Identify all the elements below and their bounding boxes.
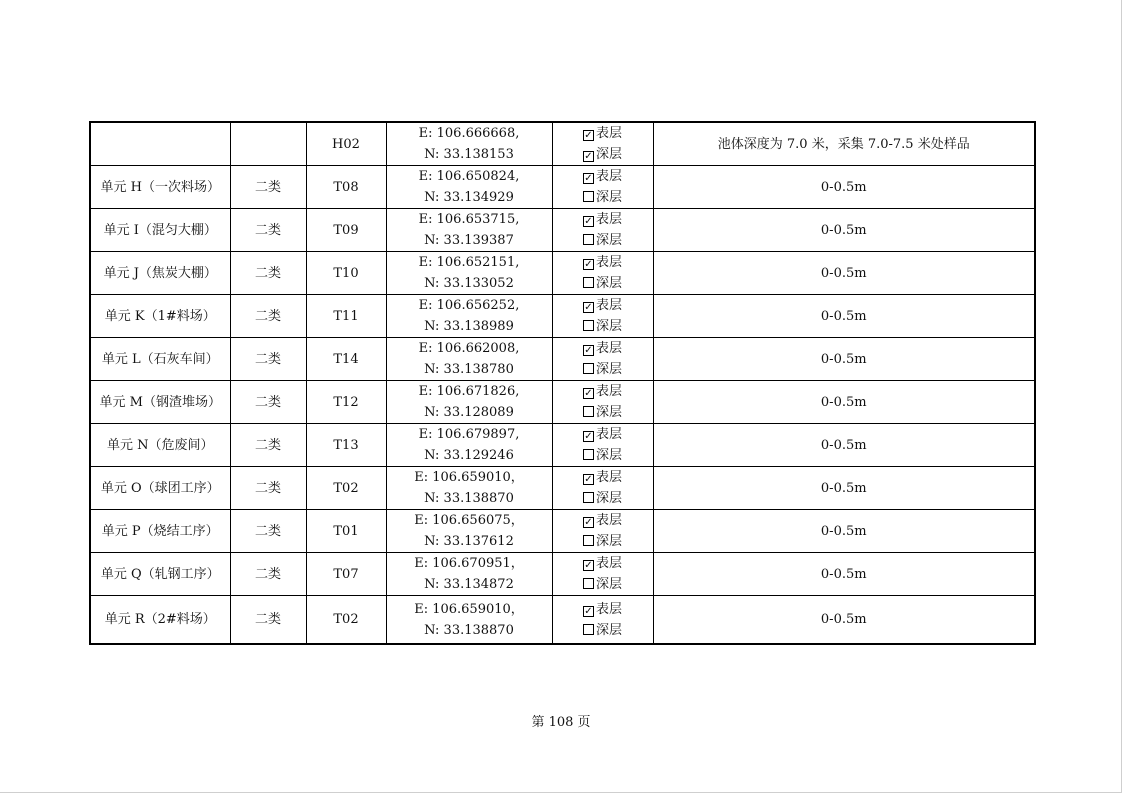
coordinate-cell [386,467,552,510]
layer-cell [552,295,653,338]
coordinate-cell [386,424,552,467]
deep-checkbox[interactable] [583,578,594,589]
table-row [90,209,1035,252]
coordinate-cell [386,166,552,209]
easting-value: E: 106.653715, [418,212,520,227]
class-cell: 二类 [230,510,306,553]
easting-value: E: 106.659010， [414,601,524,617]
surface-checkbox[interactable]: ✓ [584,173,593,184]
layer-cell [552,424,653,467]
northing-value: N: 33.138153 [424,147,514,162]
deep-label: 深层 [595,319,622,334]
surface-checkbox[interactable]: ✓ [584,345,593,356]
easting-value: E: 106.650824, [418,169,520,184]
class-cell: 二类 [230,596,306,645]
point-id-cell: H02 [306,122,386,166]
point-id-cell: T02 [306,467,386,510]
point-id-cell: T07 [306,553,386,596]
unit-cell: 单元 Q（轧钢工序） [90,553,230,596]
coordinate-cell [386,122,552,166]
class-cell: 二类 [230,295,306,338]
surface-label: 表层 [595,126,622,141]
northing-value: N: 33.137612 [424,534,514,549]
deep-label: 深层 [595,362,622,377]
point-id-cell: T14 [306,338,386,381]
table-body [90,122,1035,644]
unit-cell: 单元 P（烧结工序） [90,510,230,553]
table-row [90,510,1035,553]
surface-checkbox[interactable]: ✓ [584,259,593,270]
layer-cell [552,553,653,596]
coordinate-cell [386,338,552,381]
northing-value: N: 33.138780 [424,362,514,377]
deep-checkbox[interactable] [583,535,594,546]
class-cell: 二类 [230,381,306,424]
surface-label: 表层 [595,212,622,227]
layer-cell [552,122,653,166]
northing-value: N: 33.138989 [424,319,514,334]
table-row [90,252,1035,295]
deep-checkbox[interactable] [583,449,594,460]
coordinate-cell [386,596,552,645]
unit-cell: 单元 R（2#料场） [90,596,230,645]
deep-label: 深层 [595,276,622,291]
easting-value: E: 106.671826, [418,384,520,399]
point-id-cell: T12 [306,381,386,424]
deep-checkbox[interactable] [583,191,594,202]
depth-cell: 0-0.5m [653,553,1035,596]
deep-label: 深层 [595,577,622,592]
deep-label: 深层 [595,491,622,506]
northing-value: N: 33.134929 [424,190,514,205]
deep-checkbox[interactable] [583,406,594,417]
table-row [90,467,1035,510]
unit-cell: 单元 H（一次料场） [90,166,230,209]
point-id-cell: T01 [306,510,386,553]
coordinate-cell [386,209,552,252]
northing-value: N: 33.128089 [424,405,514,420]
northing-value: N: 33.133052 [424,276,514,291]
northing-value: N: 33.129246 [424,448,514,463]
class-cell: 二类 [230,553,306,596]
deep-checkbox[interactable] [583,320,594,331]
point-id-cell: T09 [306,209,386,252]
surface-checkbox[interactable]: ✓ [584,474,593,485]
table-row [90,122,1035,166]
unit-cell: 单元 O（球团工序） [90,467,230,510]
deep-label: 深层 [595,147,622,162]
class-cell: 二类 [230,209,306,252]
deep-label: 深层 [595,190,622,205]
surface-label: 表层 [595,513,622,528]
layer-cell [552,596,653,645]
easting-value: E: 106.666668, [418,126,520,141]
northing-value: N: 33.139387 [424,233,514,248]
surface-label: 表层 [595,298,622,313]
surface-label: 表层 [595,169,622,184]
depth-cell: 池体深度为 7.0 米，采集 7.0-7.5 米处样品 [653,122,1035,166]
class-cell: 二类 [230,424,306,467]
coordinate-cell [386,295,552,338]
depth-cell: 0-0.5m [653,424,1035,467]
surface-label: 表层 [595,384,622,399]
table-row [90,381,1035,424]
table-row [90,295,1035,338]
unit-cell: 单元 N（危废间） [90,424,230,467]
class-cell: 二类 [230,467,306,510]
table-row [90,424,1035,467]
depth-cell: 0-0.5m [653,252,1035,295]
surface-checkbox[interactable]: ✓ [584,517,593,528]
layer-cell [552,467,653,510]
unit-cell: 单元 I（混匀大棚） [90,209,230,252]
deep-label: 深层 [595,448,622,463]
surface-checkbox[interactable]: ✓ [584,302,593,313]
deep-label: 深层 [595,534,622,549]
deep-checkbox[interactable] [583,277,594,288]
table-row [90,553,1035,596]
point-id-cell: T08 [306,166,386,209]
class-cell: 二类 [230,338,306,381]
unit-cell: 单元 M（钢渣堆场） [90,381,230,424]
table-row [90,338,1035,381]
easting-value: E: 106.679897, [418,427,520,442]
unit-cell: 单元 L（石灰车间） [90,338,230,381]
surface-label: 表层 [595,556,622,571]
surface-label: 表层 [595,601,622,617]
table-row [90,166,1035,209]
depth-cell: 0-0.5m [653,166,1035,209]
easting-value: E: 106.652151, [418,255,520,270]
class-cell: 二类 [230,166,306,209]
deep-label: 深层 [595,405,622,420]
surface-checkbox[interactable]: ✓ [584,216,593,227]
surface-label: 表层 [595,427,622,442]
surface-checkbox[interactable]: ✓ [584,388,593,399]
surface-label: 表层 [595,470,622,485]
deep-checkbox[interactable] [583,234,594,245]
depth-cell: 0-0.5m [653,381,1035,424]
point-id-cell: T10 [306,252,386,295]
unit-cell: 单元 K（1#料场） [90,295,230,338]
layer-cell [552,166,653,209]
easting-value: E: 106.670951， [414,556,524,571]
northing-value: N: 33.134872 [424,577,514,592]
surface-label: 表层 [595,341,622,356]
point-id-cell: T11 [306,295,386,338]
page-number: 第 108 页 [531,715,591,730]
coordinate-cell [386,252,552,295]
deep-checkbox[interactable] [583,624,594,635]
coordinate-cell [386,510,552,553]
layer-cell [552,510,653,553]
unit-cell: 单元 J（焦炭大棚） [90,252,230,295]
depth-cell: 0-0.5m [653,467,1035,510]
layer-cell [552,381,653,424]
surface-label: 表层 [595,255,622,270]
depth-cell: 0-0.5m [653,596,1035,645]
depth-cell: 0-0.5m [653,510,1035,553]
surface-checkbox[interactable]: ✓ [584,605,593,617]
point-id-cell: T13 [306,424,386,467]
easting-value: E: 106.662008, [418,341,520,356]
layer-cell [552,338,653,381]
coordinate-cell [386,381,552,424]
coordinate-cell [386,553,552,596]
deep-checkbox[interactable] [583,492,594,503]
surface-checkbox[interactable]: ✓ [584,130,593,141]
easting-value: E: 106.656075， [414,513,524,528]
depth-cell: 0-0.5m [653,338,1035,381]
depth-cell: 0-0.5m [653,209,1035,252]
layer-cell [552,252,653,295]
deep-checkbox[interactable] [583,363,594,374]
depth-cell: 0-0.5m [653,295,1035,338]
class-cell: 二类 [230,252,306,295]
northing-value: N: 33.138870 [424,491,514,506]
surface-checkbox[interactable]: ✓ [584,431,593,442]
table-row [90,596,1035,645]
surface-checkbox[interactable]: ✓ [584,560,593,571]
easting-value: E: 106.659010， [414,470,524,485]
unit-cell [90,122,230,166]
deep-label: 深层 [595,233,622,248]
point-id-cell: T02 [306,596,386,645]
deep-label: 深层 [595,622,622,638]
deep-checkbox[interactable]: ✓ [584,151,593,162]
sampling-points-table [89,121,1036,645]
class-cell [230,122,306,166]
easting-value: E: 106.656252, [418,298,520,313]
layer-cell [552,209,653,252]
northing-value: N: 33.138870 [424,622,514,638]
